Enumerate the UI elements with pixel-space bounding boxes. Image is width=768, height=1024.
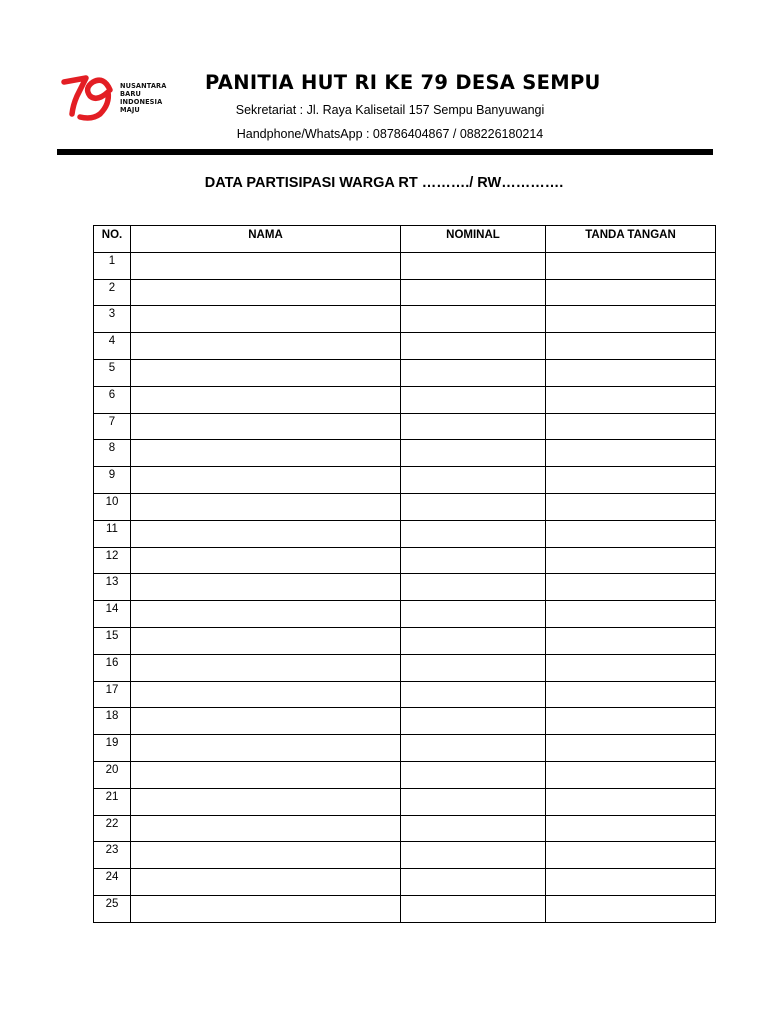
table-row: [94, 252, 716, 279]
tanda-tangan-cell[interactable]: [546, 440, 716, 467]
row-number-cell: 22: [94, 815, 131, 842]
tanda-tangan-cell[interactable]: [546, 252, 716, 279]
row-number-cell: 12: [94, 547, 131, 574]
table-row: [94, 306, 716, 333]
nominal-cell[interactable]: [401, 413, 546, 440]
row-number-cell: 10: [94, 493, 131, 520]
table-row: [94, 467, 716, 494]
tanda-tangan-cell[interactable]: [546, 601, 716, 628]
row-number-cell: 15: [94, 627, 131, 654]
nominal-cell[interactable]: [401, 252, 546, 279]
nama-cell[interactable]: [131, 520, 401, 547]
nominal-cell[interactable]: [401, 359, 546, 386]
nama-cell[interactable]: [131, 493, 401, 520]
nominal-cell[interactable]: [401, 681, 546, 708]
tanda-tangan-cell[interactable]: [546, 895, 716, 922]
row-number-cell: 2: [94, 279, 131, 306]
row-number-cell: 24: [94, 869, 131, 896]
table-row: [94, 869, 716, 896]
row-number-cell: 4: [94, 333, 131, 360]
row-number-cell: 9: [94, 467, 131, 494]
nominal-cell[interactable]: [401, 788, 546, 815]
tanda-tangan-cell[interactable]: [546, 413, 716, 440]
tanda-tangan-cell[interactable]: [546, 306, 716, 333]
row-number-cell: 17: [94, 681, 131, 708]
nama-cell[interactable]: [131, 869, 401, 896]
row-number-cell: 14: [94, 601, 131, 628]
nama-cell[interactable]: [131, 574, 401, 601]
nama-cell[interactable]: [131, 252, 401, 279]
tanda-tangan-cell[interactable]: [546, 359, 716, 386]
tanda-tangan-cell[interactable]: [546, 761, 716, 788]
row-number-cell: 16: [94, 654, 131, 681]
row-number-cell: 18: [94, 708, 131, 735]
nominal-cell[interactable]: [401, 279, 546, 306]
row-number-cell: 7: [94, 413, 131, 440]
contact-info: Handphone/WhatsApp : 08786404867 / 088226180214: [236, 127, 544, 141]
nama-cell[interactable]: [131, 279, 401, 306]
tanda-tangan-cell[interactable]: [546, 708, 716, 735]
nominal-cell[interactable]: [401, 547, 546, 574]
row-number-cell: 1: [94, 252, 131, 279]
nama-cell[interactable]: [131, 333, 401, 360]
nama-cell[interactable]: [131, 359, 401, 386]
tanda-tangan-cell[interactable]: [546, 333, 716, 360]
nama-cell[interactable]: [131, 788, 401, 815]
tanda-tangan-cell[interactable]: [546, 815, 716, 842]
table-row: [94, 601, 716, 628]
tanda-tangan-cell[interactable]: [546, 574, 716, 601]
table-row: [94, 842, 716, 869]
nama-cell[interactable]: [131, 681, 401, 708]
table-row: [94, 547, 716, 574]
table-row: [94, 735, 716, 762]
table-row: [94, 627, 716, 654]
document-title: PANITIA HUT RI KE 79 DESA SEMPU: [205, 71, 601, 94]
nama-cell[interactable]: [131, 735, 401, 762]
table-row: [94, 520, 716, 547]
tanda-tangan-cell[interactable]: [546, 627, 716, 654]
logo-line: MAJU: [120, 106, 140, 114]
nama-cell[interactable]: [131, 761, 401, 788]
tanda-tangan-cell[interactable]: [546, 520, 716, 547]
nominal-cell[interactable]: [401, 842, 546, 869]
tanda-tangan-cell[interactable]: [546, 493, 716, 520]
nama-cell[interactable]: [131, 654, 401, 681]
nama-cell[interactable]: [131, 440, 401, 467]
table-row: [94, 413, 716, 440]
nama-cell[interactable]: [131, 467, 401, 494]
logo-line: INDONESIA: [120, 98, 163, 106]
table-row: [94, 574, 716, 601]
nominal-cell[interactable]: [401, 735, 546, 762]
tanda-tangan-cell[interactable]: [546, 681, 716, 708]
tanda-tangan-cell[interactable]: [546, 386, 716, 413]
nominal-cell[interactable]: [401, 520, 546, 547]
row-number-cell: 13: [94, 574, 131, 601]
table-row: [94, 359, 716, 386]
nominal-cell[interactable]: [401, 306, 546, 333]
tanda-tangan-cell[interactable]: [546, 842, 716, 869]
tanda-tangan-cell[interactable]: [546, 735, 716, 762]
nama-cell[interactable]: [131, 815, 401, 842]
tanda-tangan-cell[interactable]: [546, 547, 716, 574]
row-number-cell: 5: [94, 359, 131, 386]
table-row: [94, 761, 716, 788]
row-number-cell: 6: [94, 386, 131, 413]
table-row: [94, 386, 716, 413]
nominal-cell[interactable]: [401, 761, 546, 788]
nominal-cell[interactable]: [401, 574, 546, 601]
row-number-cell: 19: [94, 735, 131, 762]
table-row: [94, 333, 716, 360]
table-row: [94, 895, 716, 922]
row-number-cell: 8: [94, 440, 131, 467]
header-divider: [57, 149, 713, 155]
row-number-cell: 21: [94, 788, 131, 815]
column-header-nama: NAMA: [131, 226, 401, 253]
table-row: [94, 654, 716, 681]
nominal-cell[interactable]: [401, 493, 546, 520]
nama-cell[interactable]: [131, 842, 401, 869]
nominal-cell[interactable]: [401, 467, 546, 494]
tanda-tangan-cell[interactable]: [546, 869, 716, 896]
column-header-nominal: NOMINAL: [401, 226, 546, 253]
nominal-cell[interactable]: [401, 601, 546, 628]
form-heading: DATA PARTISIPASI WARGA RT ………./ RW………….: [204, 175, 564, 191]
logo-line: NUSANTARA: [120, 82, 167, 90]
table-header-row: [94, 226, 716, 253]
logo-79-icon: [60, 68, 120, 124]
participation-table: [93, 225, 716, 923]
nominal-cell[interactable]: [401, 627, 546, 654]
nominal-cell[interactable]: [401, 440, 546, 467]
table-row: [94, 788, 716, 815]
nama-cell[interactable]: [131, 386, 401, 413]
table-row: [94, 708, 716, 735]
nominal-cell[interactable]: [401, 815, 546, 842]
nama-cell[interactable]: [131, 627, 401, 654]
column-header-no: NO.: [94, 226, 131, 253]
nominal-cell[interactable]: [401, 708, 546, 735]
tanda-tangan-cell[interactable]: [546, 467, 716, 494]
row-number-cell: 25: [94, 895, 131, 922]
row-number-cell: 3: [94, 306, 131, 333]
table-row: [94, 279, 716, 306]
table-body: [94, 252, 716, 922]
column-header-tanda-tangan: TANDA TANGAN: [546, 226, 716, 253]
nominal-cell[interactable]: [401, 895, 546, 922]
tanda-tangan-cell[interactable]: [546, 654, 716, 681]
row-number-cell: 20: [94, 761, 131, 788]
table-row: [94, 493, 716, 520]
nama-cell[interactable]: [131, 895, 401, 922]
row-number-cell: 23: [94, 842, 131, 869]
logo-line: BARU: [120, 90, 141, 98]
nama-cell[interactable]: [131, 413, 401, 440]
row-number-cell: 11: [94, 520, 131, 547]
tanda-tangan-cell[interactable]: [546, 279, 716, 306]
nama-cell[interactable]: [131, 708, 401, 735]
nominal-cell[interactable]: [401, 386, 546, 413]
nominal-cell[interactable]: [401, 654, 546, 681]
secretariat-address: Sekretariat : Jl. Raya Kalisetail 157 Sempu Banyuwangi: [235, 103, 545, 117]
nama-cell[interactable]: [131, 601, 401, 628]
table-row: [94, 815, 716, 842]
table-row: [94, 681, 716, 708]
tanda-tangan-cell[interactable]: [546, 788, 716, 815]
nominal-cell[interactable]: [401, 333, 546, 360]
nominal-cell[interactable]: [401, 869, 546, 896]
nama-cell[interactable]: [131, 306, 401, 333]
nama-cell[interactable]: [131, 547, 401, 574]
table-row: [94, 440, 716, 467]
